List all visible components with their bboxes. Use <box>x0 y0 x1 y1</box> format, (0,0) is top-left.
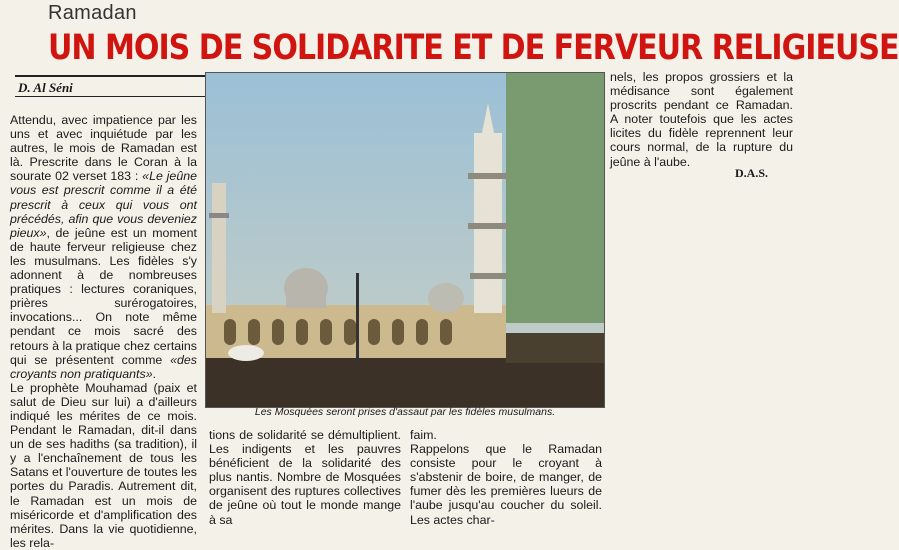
article-column-1 <box>10 113 197 550</box>
paragraph-2: Le prophète Mouhamad (paix et salut de Dieu sur lui) a d'ailleurs indiqué les mérites de ce mois. Pendant le Ramadan, dit-il dans un de ses hadiths (sa tradition), il y a l'enchaînement de tous les Satans et l'ouverture de toutes les portes du Paradis. Autrement dit, le Ramadan est un mois de miséricorde et d'amplification des mérites. Dans la vie quotidienne, les rela- <box>10 380 197 550</box>
quran-quote: «Le jeûne vous est prescrit comme il a été prescrit à ceux qui vous ont précédés, afin que vous deveniez pieux» <box>10 169 198 240</box>
article-column-4: nels, les propos grossiers et la médisance sont également proscrits pendant ce Ramadan. A noter toutefois que les actes licites du fidèle reprennent leur cours normal, de la rupture du jeûne à l'aube. <box>610 70 793 169</box>
paragraph-1-text: Attendu, avec impatience par les uns et avec inquiétude par les autres, le mois de Ramadan est là. Prescrite dans le Coran à la sourate 02 verset 183 : <box>10 113 197 184</box>
byline-underline <box>15 96 205 97</box>
byline-rule <box>15 75 205 77</box>
paragraph-1 <box>10 113 197 381</box>
section-label: Ramadan <box>48 2 137 24</box>
article-column-3 <box>410 428 602 527</box>
signature: D.A.S. <box>735 166 769 180</box>
column-3-paragraph-1: faim. <box>410 428 437 442</box>
believers-quote: «des croyants non pratiquants» <box>10 352 197 381</box>
byline: D. Al Séni <box>18 80 73 95</box>
paragraph-1-text-cont: , de jeûne est un moment de haute ferveur religieuse chez les musulmans. Les fidèles s'y adonnent à de nombreuses pratiques : lectures coraniques, prières surérogatoires, invocations... On note même pendant ce mois sacré des retours à la pratique chez certains qui se présentent comme <box>10 225 197 367</box>
photo-caption: Les Mosquées seront prises d'assaut par les fidèles musulmans. <box>254 406 556 418</box>
article-column-2: tions de solidarité se démultiplient. Les indigents et les pauvres bénéficient de la solidarité des plus nantis. Nombre de Mosquées organisent des ruptures collectives de jeûne où tout le monde mange à sa <box>209 428 401 527</box>
headline: UN MOIS DE SOLIDARITE ET DE FERVEUR RELIGIEUSE <box>48 28 899 68</box>
column-3-paragraph-2: Rappelons que le Ramadan consiste pour le croyant à s'abstenir de boire, de manger, de fumer dès les premières lueurs de l'aube jusqu'au coucher du soleil. Les actes char- <box>410 442 602 527</box>
mosque-photo <box>205 72 605 408</box>
paragraph-1-end: . <box>152 366 157 381</box>
mosque-illustration <box>206 73 604 407</box>
